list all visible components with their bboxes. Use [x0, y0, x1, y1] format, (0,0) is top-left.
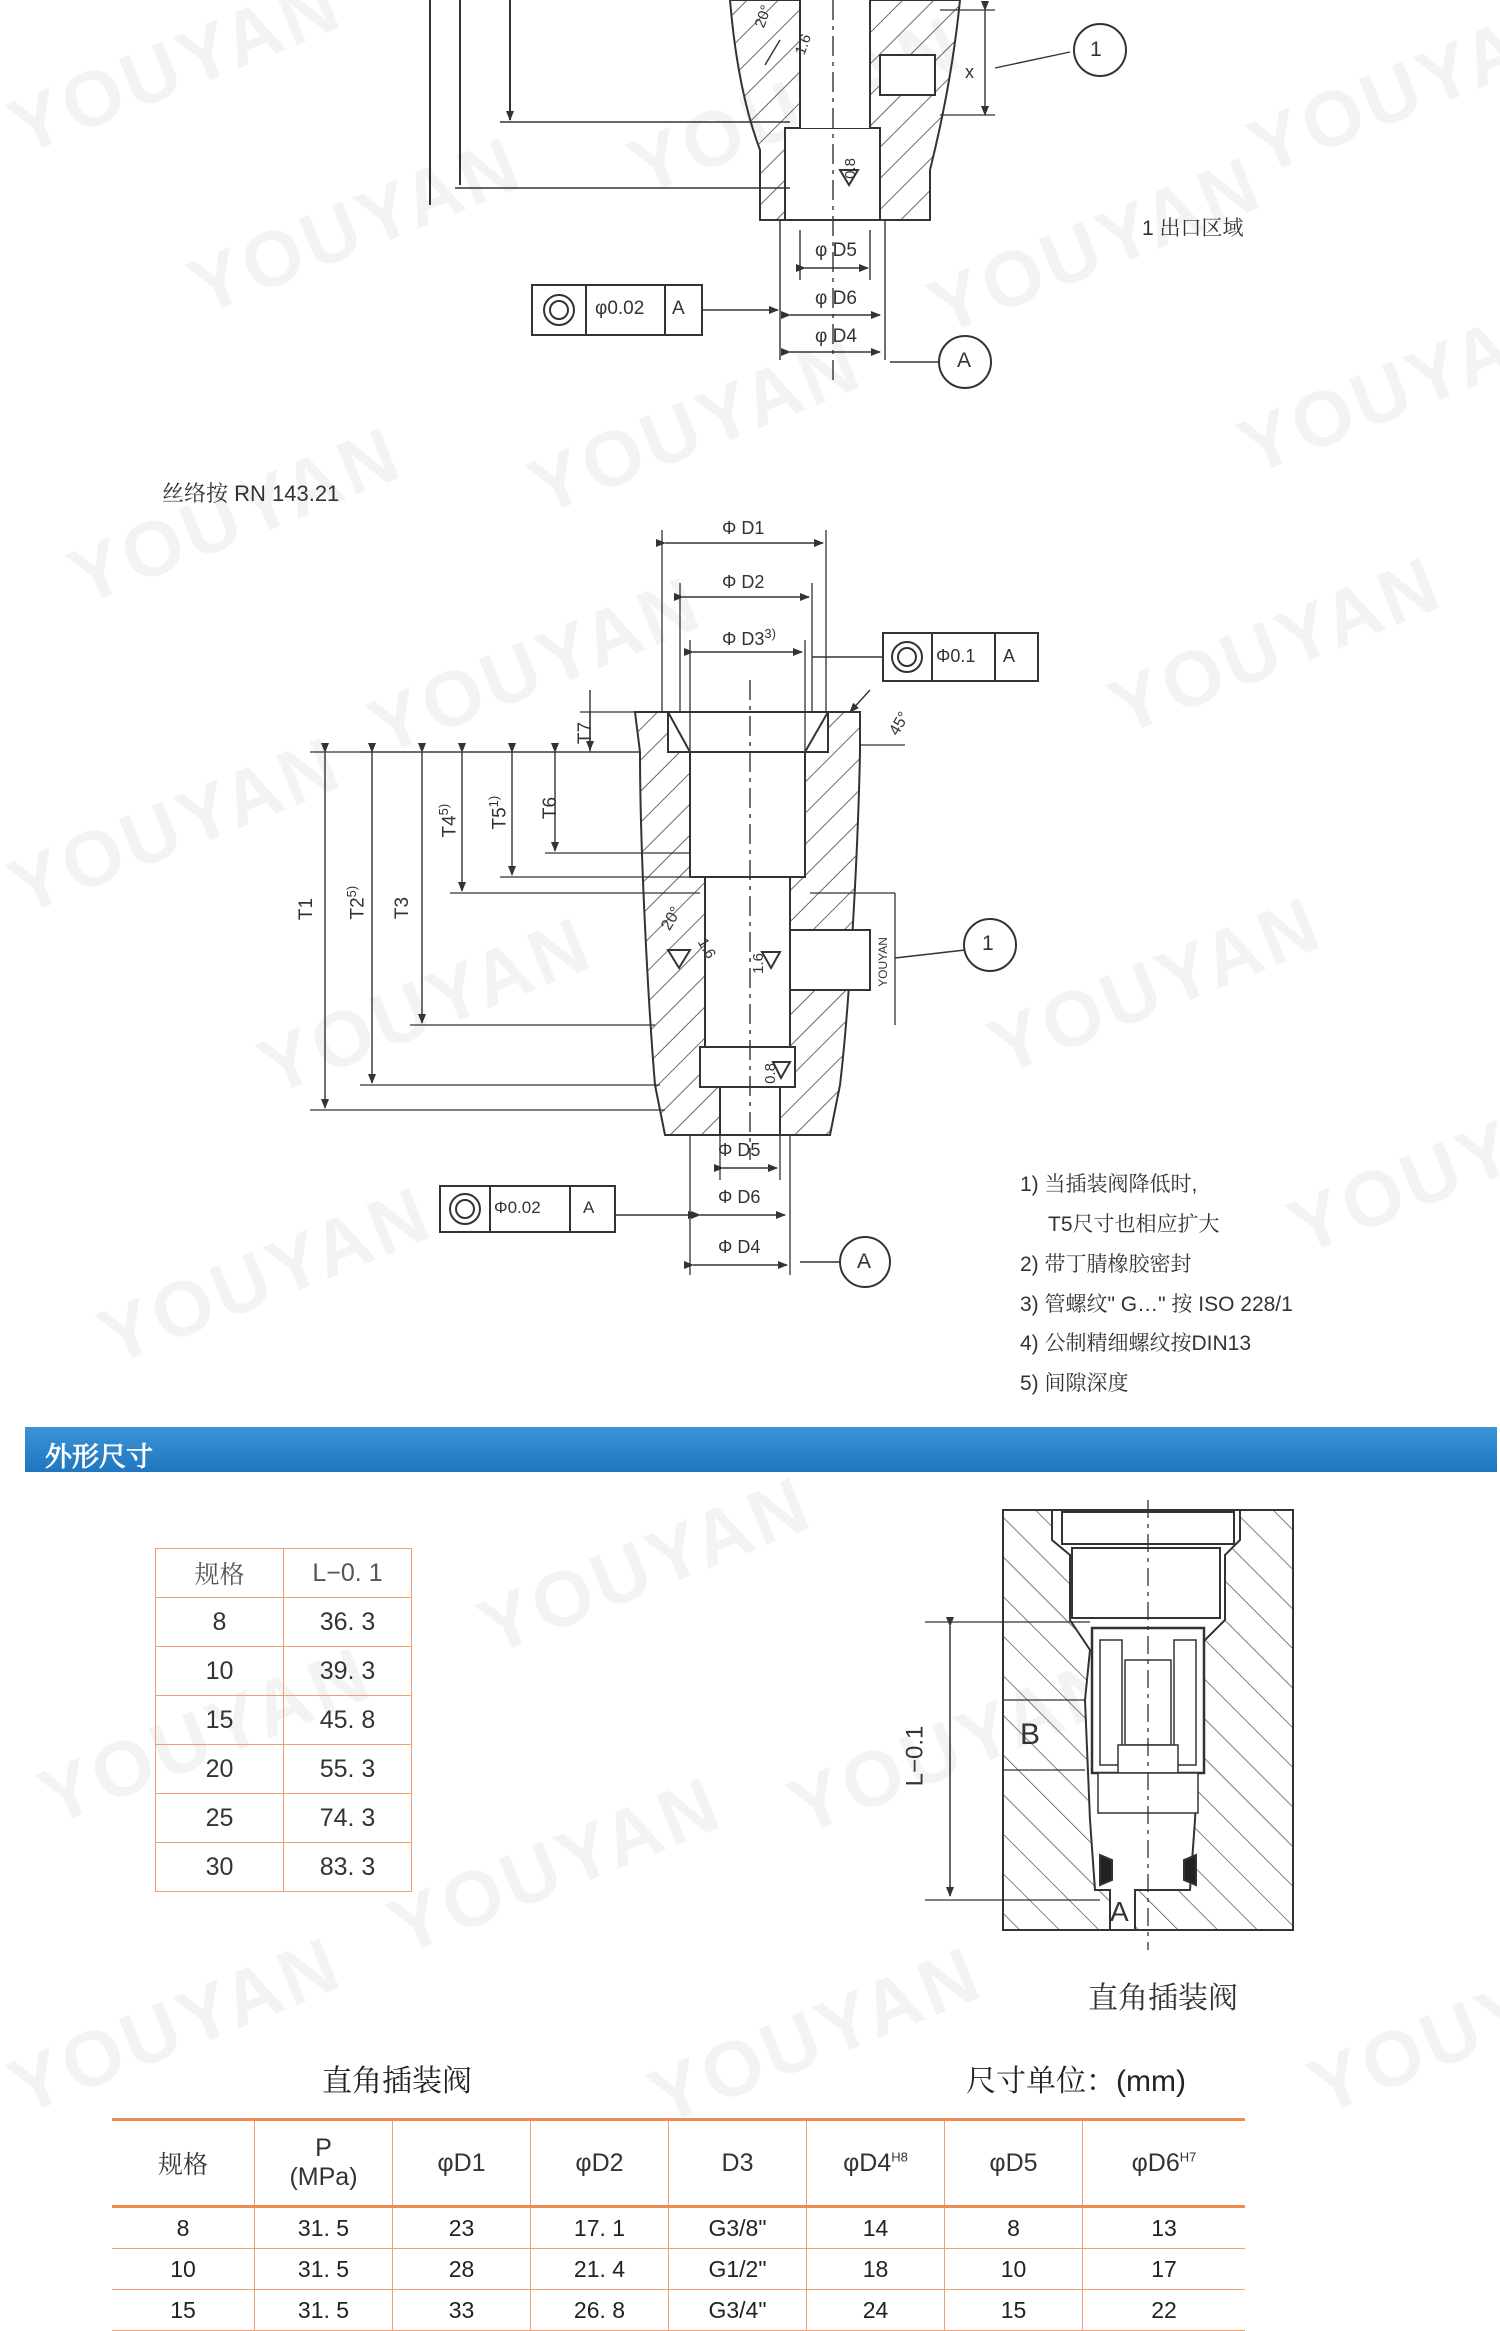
table-cell: 31. 5 [255, 2290, 393, 2331]
datum-a-main: A [857, 1250, 872, 1273]
table-row [112, 2207, 1245, 2249]
dim-t7: T7 [575, 721, 597, 745]
header-cell: 规格 [112, 2120, 255, 2207]
dim-d4-main: Φ D4 [718, 1237, 761, 1257]
table-cell: G1/2" [669, 2249, 807, 2290]
table-cell: 8 [945, 2207, 1083, 2249]
table-cell: 25 [156, 1794, 284, 1843]
callout-1-top: 1 [1090, 38, 1102, 61]
table-cell: 39. 3 [284, 1647, 412, 1696]
table-cell: 74. 3 [284, 1794, 412, 1843]
dim-x-top: x [965, 62, 974, 82]
tolerance-value-main: Φ0.1 [936, 646, 976, 666]
outlet-note: 1 出口区域 [1142, 217, 1244, 240]
tolerance-datum-main: A [1003, 646, 1016, 666]
table-cell: 10 [156, 1647, 284, 1696]
dim-d2: Φ D2 [722, 572, 765, 592]
dim-t3: T3 [392, 896, 414, 920]
table-cell: 33 [393, 2290, 531, 2331]
table-cell: 36. 3 [284, 1598, 412, 1647]
table-cell: 22 [1083, 2290, 1246, 2331]
angle-20-top: 20° [751, 2, 776, 31]
table-header-cell: 规格 [156, 1549, 284, 1598]
table-row [156, 1794, 412, 1843]
table-row [156, 1843, 412, 1892]
section-banner [25, 1427, 1497, 1472]
table-cell: 10 [112, 2249, 255, 2290]
valve-caption: 直角插装阀 [1088, 1982, 1238, 2015]
table-row [112, 2249, 1245, 2290]
callout-1-main: 1 [982, 932, 994, 955]
table-cell: 83. 3 [284, 1843, 412, 1892]
header-cell: φD2 [531, 2120, 669, 2207]
header-cell: $\varphi D4^{H8}$ [807, 2120, 945, 2207]
table-row [156, 1647, 412, 1696]
tolerance-datum-top: A [672, 298, 685, 319]
footnote-2: 2) 带丁腈橡胶密封 [1020, 1253, 1192, 1276]
dim-d6-top: φ D6 [815, 288, 857, 309]
header-cell: $\varphi D6^{H7}$ [1083, 2120, 1246, 2207]
footnote-1: 1) 当插装阀降低时, [1020, 1173, 1198, 1196]
thread-note: 丝络按 RN 143.21 [162, 481, 340, 506]
footnote-1b: T5尺寸也相应扩大 [1048, 1213, 1220, 1236]
dim-d4-top: φ D4 [815, 326, 857, 347]
angle-45: 45° [886, 709, 914, 739]
table-row [156, 1598, 412, 1647]
header-cell: D3 [669, 2120, 807, 2207]
roughness-main-1: 1.6 [693, 935, 720, 962]
port-label: YOUYAN [875, 937, 890, 987]
dim-d6-main: Φ D6 [718, 1187, 761, 1207]
table-cell: 15 [945, 2290, 1083, 2331]
tolerance-value-top: φ0.02 [595, 298, 645, 319]
section-title: 外形尺寸 [45, 1442, 153, 1472]
table-cell: 14 [807, 2207, 945, 2249]
header-cell: φD1 [393, 2120, 531, 2207]
table-cell: 8 [156, 1598, 284, 1647]
table-cell: 26. 8 [531, 2290, 669, 2331]
valve-drawing [925, 1500, 1293, 1950]
table-cell: 30 [156, 1843, 284, 1892]
valve-label-l: L−0.1 [901, 1725, 929, 1787]
table-header-row [112, 2120, 1245, 2207]
valve-label-a: A [1110, 1896, 1129, 1927]
dim-t6: T6 [540, 796, 562, 820]
table-header-row [156, 1549, 412, 1598]
size-length-table [155, 1548, 412, 1892]
footnote-3: 3) 管螺纹" G…" 按 ISO 228/1 [1020, 1293, 1293, 1316]
dim-d3: Φ D3$^{3)}$ [722, 626, 776, 649]
tolerance-value-bottom: Φ0.02 [494, 1198, 541, 1217]
roughness-main-2: 1.6 [749, 953, 767, 974]
header-cell: φD5 [945, 2120, 1083, 2207]
table-cell: G3/8" [669, 2207, 807, 2249]
dim-t2: T2$^{5)}$ [344, 885, 369, 920]
table-cell: 55. 3 [284, 1745, 412, 1794]
table-cell: 31. 5 [255, 2207, 393, 2249]
table-cell: 17. 1 [531, 2207, 669, 2249]
table-cell: 17 [1083, 2249, 1246, 2290]
big-table-unit: 尺寸单位：(mm) [966, 2065, 1186, 2098]
dim-t1: T1 [296, 897, 318, 921]
top-drawing [430, 0, 1126, 388]
datum-a-top: A [957, 349, 972, 372]
roughness-main-3: 0.8 [761, 1063, 779, 1084]
table-cell: 21. 4 [531, 2249, 669, 2290]
table-cell: 10 [945, 2249, 1083, 2290]
table-cell: 13 [1083, 2207, 1246, 2249]
table-row [156, 1745, 412, 1794]
table-cell: 24 [807, 2290, 945, 2331]
table-cell: 31. 5 [255, 2249, 393, 2290]
table-cell: 45. 8 [284, 1696, 412, 1745]
table-header-cell: L−0. 1 [284, 1549, 412, 1598]
footnote-5: 5) 间隙深度 [1020, 1372, 1129, 1395]
table-cell: G3/4" [669, 2290, 807, 2331]
angle-20-main: 20° [658, 904, 686, 934]
dimension-table [112, 2118, 1245, 2331]
tolerance-datum-bottom: A [583, 1198, 595, 1217]
dim-t4: T4$^{5)}$ [436, 803, 461, 838]
header-cell: P (MPa) [255, 2120, 393, 2207]
valve-label-b: B [1020, 1718, 1041, 1751]
dim-t5: T5$^{1)}$ [486, 795, 511, 830]
roughness-top-2: 0.8 [841, 158, 859, 179]
dim-d5-top: φ D5 [815, 240, 857, 261]
footnote-4: 4) 公制精细螺纹按DIN13 [1020, 1332, 1252, 1355]
big-table-title: 直角插装阀 [322, 2065, 472, 2098]
table-cell: 18 [807, 2249, 945, 2290]
dim-d5-main: Φ D5 [718, 1140, 761, 1160]
dim-d1: Φ D1 [722, 518, 765, 538]
table-cell: 15 [112, 2290, 255, 2331]
table-cell: 15 [156, 1696, 284, 1745]
table-row [156, 1696, 412, 1745]
table-cell: 8 [112, 2207, 255, 2249]
table-row [112, 2290, 1245, 2331]
table-cell: 23 [393, 2207, 531, 2249]
table-cell: 28 [393, 2249, 531, 2290]
roughness-top-1: 1.6 [791, 31, 815, 58]
table-cell: 20 [156, 1745, 284, 1794]
